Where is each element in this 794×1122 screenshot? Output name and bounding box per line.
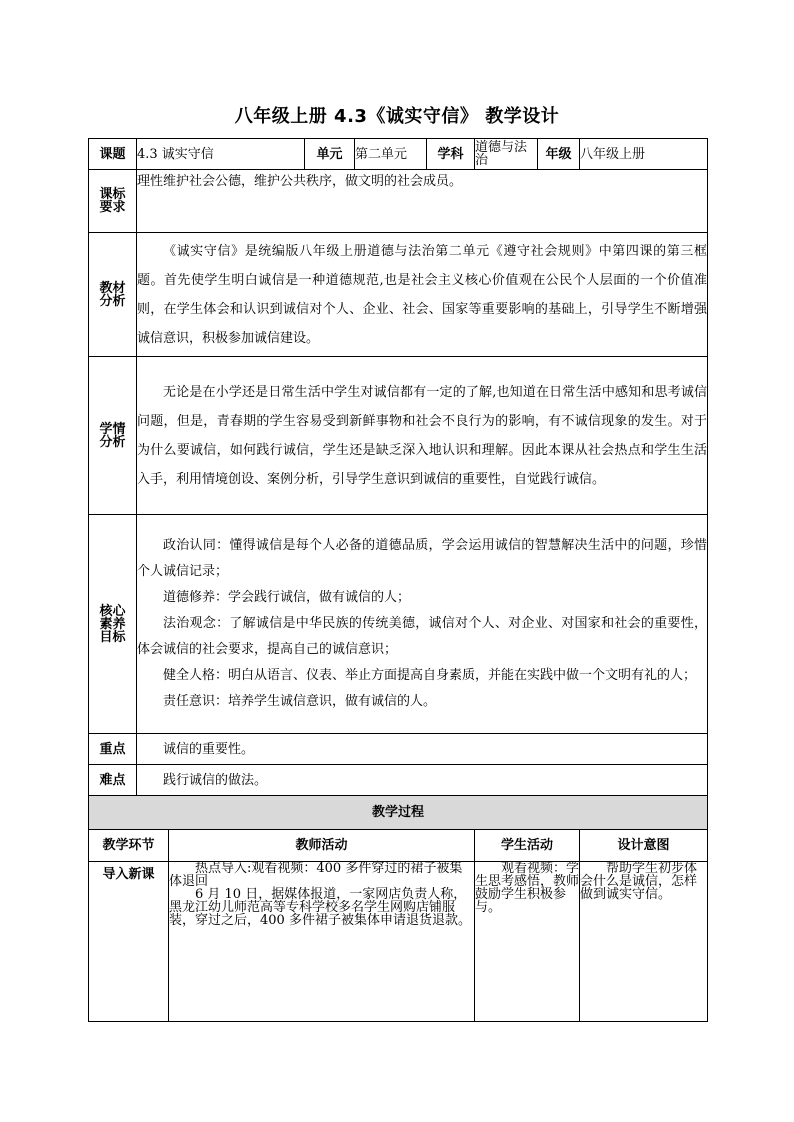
teacher-activity-p1: 热点导入:观看视频：400 多件穿过的裙子被集体退回 <box>169 861 463 889</box>
col-stage: 教学环节 <box>89 830 169 862</box>
process-columns-row <box>89 830 708 862</box>
textbook-text: 《诚实守信》是统编版八年级上册道德与法治第二单元《遵守社会规则》中第四课的第三框题。首先使学生明白诚信是一种道德规范,也是社会主义核心价值观在公民个人层面的一个价值准则，在学生体会和认识到诚信对个人、企业、社会、国家等重要影响的基础上，引导学生不断增强诚信意识，积极参加诚信建设。 <box>137 233 708 357</box>
difficulty-text: 践行诚信的做法。 <box>137 765 708 796</box>
design-intent: 帮助学生初步体会什么是诚信，怎样做到诚实守信。 <box>580 861 698 902</box>
core-item-personality: 健全人格：明白从语言、仪表、举止方面提高自身素质，并能在实践中做一个文明有礼的人； <box>163 668 697 683</box>
core-item-responsibility: 责任意识：培养学生诚信意识，做有诚信的人。 <box>163 694 437 709</box>
teacher-activity-p2: 6 月 10 日，据媒体报道，一家网店负责人称，黑龙江幼儿师范高等专科学校多名学生网购店铺服装，穿过之后，400 多件裙子被集体申请退货退款。 <box>169 887 471 928</box>
process-student <box>475 862 580 1022</box>
key-point-text: 诚信的重要性。 <box>137 734 708 765</box>
core-items <box>137 515 708 734</box>
student-activity: 观看视频：学生思考感悟，教师鼓励学生积极参与。 <box>475 861 580 915</box>
unit-value: 第二单元 <box>355 139 427 170</box>
core-label-line3: 目标 <box>99 629 126 645</box>
key-point-label: 重点 <box>89 734 137 765</box>
textbook-label <box>89 233 137 357</box>
core-label-line2: 素养 <box>99 616 126 632</box>
document-title: 八年级上册 4.3《诚实守信》 教学设计 <box>234 106 560 127</box>
core-item-political: 政治认同：懂得诚信是每个人必备的道德品质，学会运用诚信的智慧解决生活中的问题，珍惜个人诚信记录； <box>137 538 708 579</box>
textbook-row <box>89 233 708 357</box>
col-intent: 设计意图 <box>580 830 708 862</box>
col-teacher: 教师活动 <box>169 830 475 862</box>
core-item-law: 法治观念：了解诚信是中华民族的传统美德，诚信对个人、对企业、对国家和社会的重要性，体会诚信的社会要求，提高自己的诚信意识； <box>137 616 708 657</box>
learner-label <box>89 357 137 515</box>
topic-label: 课题 <box>89 139 137 170</box>
info-row <box>89 139 708 170</box>
process-intent <box>580 862 708 1022</box>
col-student: 学生活动 <box>475 830 580 862</box>
lesson-plan-table <box>88 138 708 1022</box>
learner-text: 无论是在小学还是日常生活中学生对诚信都有一定的了解,也知道在日常生活中感知和思考诚信问题，但是，青春期的学生容易受到新鲜事物和社会不良行为的影响，有不诚信现象的发生。对于为什么要诚信，如何践行诚信，学生还是缺乏深入地认识和理解。因此本课从社会热点和学生生活入手，利用情境创设、案例分析，引导学生意识到诚信的重要性，自觉践行诚信。 <box>137 357 708 515</box>
process-teacher <box>169 862 475 1022</box>
curriculum-label-line2: 要求 <box>99 200 126 215</box>
curriculum-row <box>89 170 708 233</box>
learner-label-line2: 分析 <box>99 434 126 450</box>
subject-value: 道德与法治 <box>475 139 538 170</box>
learner-label-line1: 学情 <box>99 421 126 437</box>
curriculum-text: 理性维护社会公德，维护公共秩序，做文明的社会成员。 <box>137 170 708 233</box>
difficulty-label: 难点 <box>89 765 137 796</box>
textbook-label-line1: 教材 <box>99 280 126 296</box>
curriculum-label <box>89 170 137 233</box>
process-row <box>89 862 708 1022</box>
unit-label: 单元 <box>305 139 355 170</box>
curriculum-label-line1: 课标 <box>99 187 126 202</box>
learner-row <box>89 357 708 515</box>
key-point-row <box>89 734 708 765</box>
core-label <box>89 515 137 734</box>
process-heading-row <box>89 796 708 830</box>
core-row <box>89 515 708 734</box>
core-label-line1: 核心 <box>99 603 126 619</box>
core-item-moral: 道德修养：学会践行诚信，做有诚信的人； <box>163 590 411 605</box>
grade-label: 年级 <box>538 139 580 170</box>
process-heading: 教学过程 <box>89 796 708 830</box>
difficulty-row <box>89 765 708 796</box>
process-stage: 导入新课 <box>89 862 169 1022</box>
topic-value: 4.3 诚实守信 <box>137 139 305 170</box>
textbook-label-line2: 分析 <box>99 293 126 309</box>
subject-label: 学科 <box>427 139 475 170</box>
grade-value: 八年级上册 <box>580 139 708 170</box>
